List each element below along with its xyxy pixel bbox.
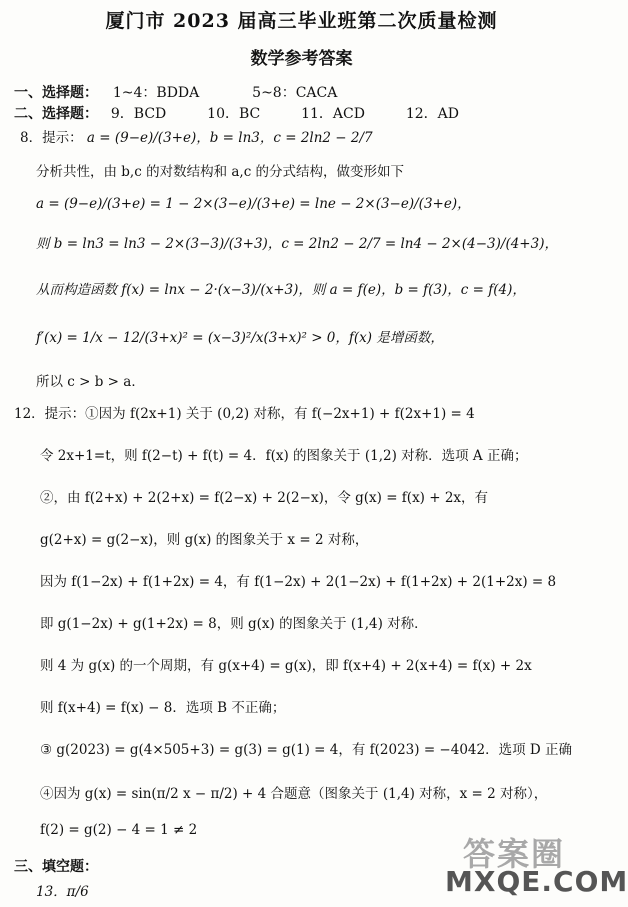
q8-line-4: 则 b = ln3 = ln3 − 2×(3−3)/(3+3)，c = 2ln2 − 2/7 = ln4 − 2×(4−3)/(4+3)， <box>36 236 558 252</box>
q8-line-3: a = (9−e)/(3+e) = 1 − 2×(3−e)/(3+e) = lne − 2×(3−e)/(3+e)， <box>36 196 471 212</box>
q12-line-4: g(2+x) = g(2−x)，则 g(x) 的图象关于 x = 2 对称， <box>40 532 369 548</box>
section-2-label: 二、选择题： <box>14 106 98 122</box>
q12-line-8: 则 f(x+4) = f(x) − 8．选项 B 不正确； <box>40 700 286 716</box>
q12-line-3: ②，由 f(2+x) + 2(2+x) = f(2−x) + 2(2−x)，令 g(x) = f(x) + 2x，有 <box>40 490 489 506</box>
page-subtitle: 数学参考答案 <box>250 49 353 69</box>
section-1 <box>14 82 337 102</box>
q12-line-2: 令 2x+1=t，则 f(2−t) + f(t) = 4．f(x) 的图象关于 (1,2) 对称．选项 A 正确； <box>40 448 528 464</box>
answer-9: 9．BCD <box>110 106 167 122</box>
q12-line-11: f(2) = g(2) − 4 = 1 ≠ 2 <box>40 822 198 838</box>
q8-line-5: 从而构造函数 f(x) = lnx − 2·(x−3)/(x+3)，则 a = f(e)，b = f(3)，c = f(4)， <box>36 282 526 298</box>
answer-11: 11．ACD <box>301 106 365 122</box>
section-2 <box>14 103 459 123</box>
q12-line-6: 即 g(1−2x) + g(1+2x) = 8，则 g(x) 的图象关于 (1,4) 对称． <box>40 616 428 632</box>
section-3-label: 三、填空题： <box>14 859 98 875</box>
answer-12: 12．AD <box>405 106 460 122</box>
q8-line-7: 所以 c > b > a． <box>36 374 145 390</box>
q12-line-10: ④因为 g(x) = sin(π/2 x − π/2) + 4 合题意（图象关于 (1,4) 对称，x = 2 对称）， <box>40 786 548 802</box>
page-title: 厦门市 2023 届高三毕业班第二次质量检测 <box>105 10 498 32</box>
section-1-answers-b: 5~8：CACA <box>252 85 338 101</box>
q12-line-9: ③ g(2023) = g(4×505+3) = g(3) = g(1) = 4，有 f(2023) = −4042．选项 D 正确 <box>40 742 573 758</box>
q8-line-6: f′(x) = 1/x − 12/(3+x)² = (x−3)²/x(3+x)² > 0，f(x) 是增函数， <box>36 330 444 346</box>
q8-line-1 <box>20 126 373 146</box>
answer-10: 10．BC <box>207 106 261 122</box>
watermark-url: MXQE.COM <box>445 865 628 898</box>
section-1-label: 一、选择题： <box>14 85 98 101</box>
q8-given: a = (9−e)/(3+e)，b = ln3，c = 2ln2 − 2/7 <box>86 130 373 146</box>
watermark-top-text: 答案圈 <box>463 835 566 873</box>
q12-line-7: 则 4 为 g(x) 的一个周期，有 g(x+4) = g(x)，即 f(x+4) + 2(x+4) = f(x) + 2x <box>40 658 532 674</box>
answer-13: 13．π/6 <box>36 884 89 900</box>
section-1-answers-a: 1~4：BDDA <box>112 85 200 101</box>
q12-line-5: 因为 f(1−2x) + f(1+2x) = 4，有 f(1−2x) + 2(1−2x) + f(1+2x) + 2(1+2x) = 8 <box>40 574 557 590</box>
q8-head: 8．提示： <box>20 130 83 146</box>
q12-line-1: 12．提示：①因为 f(2x+1) 关于 (0,2) 对称，有 f(−2x+1) + f(2x+1) = 4 <box>14 406 475 422</box>
watermark-logo <box>425 829 628 898</box>
q8-line-2: 分析共性，由 b,c 的对数结构和 a,c 的分式结构，做变形如下 <box>36 164 405 180</box>
